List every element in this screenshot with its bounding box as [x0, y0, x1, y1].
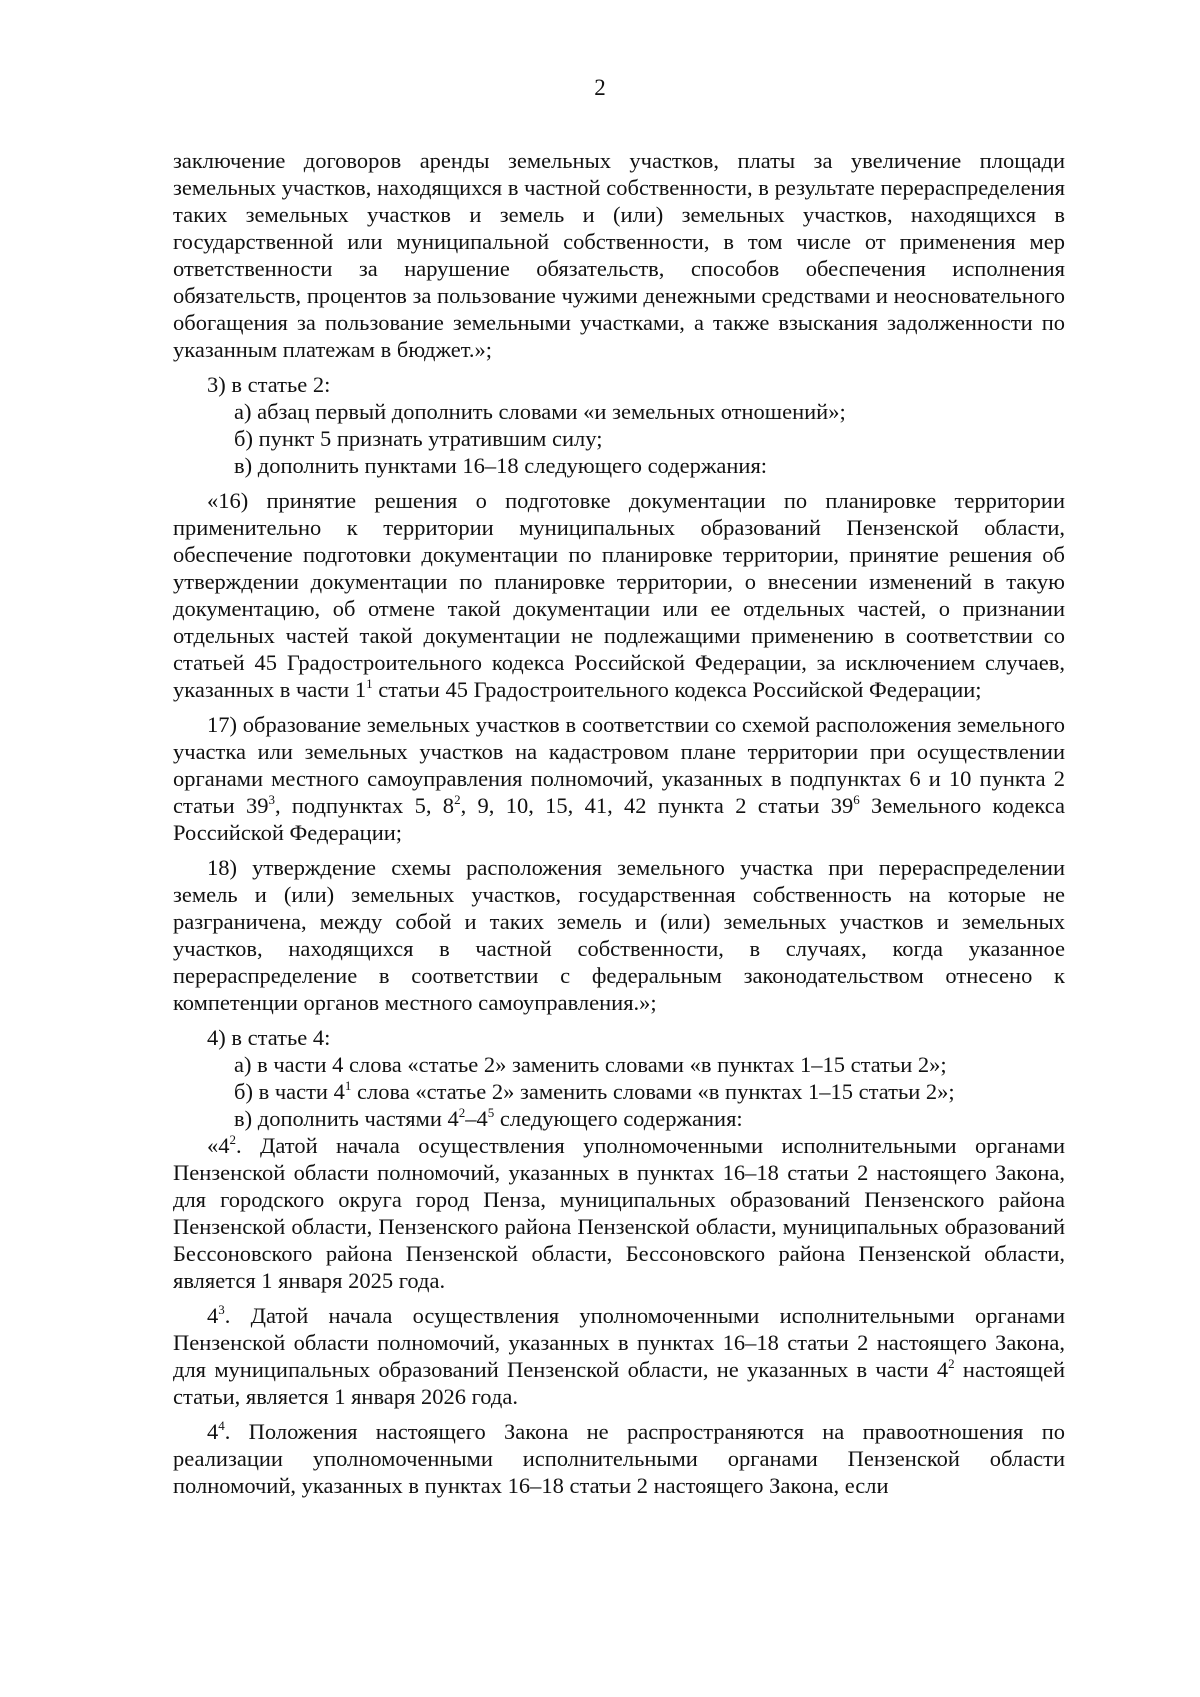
paragraph-item-18: 18) утверждение схемы расположения земельного участка при перераспределении земель и (или) земельных участков, государственная собственность на которые не разграничена, между собой и таких земель и (или) земельных участков и земельных участков, находящихся в частной собственности, в случаях, когда указанное перераспределение в соответствии с федеральным законодательством отнесено к компетенции органов местного самоуправления.»;: [173, 855, 1065, 1015]
paragraph-continuation: заключение договоров аренды земельных участков, платы за увеличение площади земельных участков, находящихся в частной собственности, в результате перераспределения таких земельных участков и земель и (или) земельных участков, находящихся в государственной или муниципальной собственности, в том числе от применения мер ответственности за нарушение обязательств, способов обеспечения исполнения обязательств, процентов за пользование чужими денежными средствами и неосновательного обогащения за пользование земельными участками, а также взыскания задолженности по указанным платежам в бюджет.»;: [173, 148, 1065, 362]
list-subitem-3b: б) пункт 5 признать утратившим силу;: [234, 426, 603, 451]
list-subitem-3a: а) абзац первый дополнить словами «и земельных отношений»;: [234, 399, 846, 424]
paragraph-part-4-3: $4^3$. Датой начала осуществления уполномоченными исполнительными органами Пензенской области полномочий, указанных в пунктах 16–18 статьи 2 настоящего Закона, для муниципальных образований Пензенской области, не указанных в части $4^2$ настоящей статьи, является 1 января 2026 года.: [173, 1301, 1065, 1409]
paragraph-item-16: «16) принятие решения о подготовке документации по планировке территории применительно к территории муниципальных образований Пензенской области, обеспечение подготовки документации по планировке территории, принятие решения об утверждении документации по планировке территории, о внесении изменений в такую документацию, об отмене такой документации или ее отдельных частей, о признании отдельных частей такой документации не подлежащими применению в соответствии со статьей 45 Градостроительного кодекса Российской Федерации, за исключением случаев, указанных в части $1^1$ статьи 45 Градостроительного кодекса Российской Федерации;: [173, 488, 1065, 702]
list-subitem-3c: в) дополнить пунктами 16–18 следующего содержания:: [234, 453, 768, 478]
list-subitem-4b: б) в части $4^1$ слова «статье 2» заменить словами «в пунктах 1–15 статьи 2»;: [234, 1077, 955, 1104]
paragraph-part-4-4: $4^4$. Положения настоящего Закона не распространяются на правоотношения по реализации уполномоченными исполнительными органами Пензенской области полномочий, указанных в пунктах 16–18 статьи 2 настоящего Закона, если: [173, 1417, 1065, 1498]
list-item-3: 3) в статье 2:: [207, 372, 331, 397]
page-number: 2: [594, 75, 606, 100]
document-body: [173, 147, 1065, 1499]
list-subitem-4a: а) в части 4 слова «статье 2» заменить словами «в пунктах 1–15 статьи 2»;: [234, 1052, 947, 1077]
list-subitem-4c: в) дополнить частями $4^2-4^5$ следующего содержания:: [234, 1104, 743, 1131]
paragraph-part-4-2: «$4^2$. Датой начала осуществления уполномоченными исполнительными органами Пензенской области полномочий, указанных в пунктах 16–18 статьи 2 настоящего Закона, для городского округа город Пенза, муниципальных образований Пензенского района Пензенской области, Пензенского района Пензенской области, муниципальных образований Бессоновского района Пензенской области, Бессоновского района Пензенской области, является 1 января 2025 года.: [173, 1131, 1065, 1293]
paragraph-item-17: 17) образование земельных участков в соответствии со схемой расположения земельного участка или земельных участков на кадастровом плане территории при осуществлении органами местного самоуправления полномочий, указанных в подпунктах 6 и 10 пункта 2 статьи $39^3$, подпунктах 5, $8^2$, 9, 10, 15, 41, 42 пункта 2 статьи $39^6$ Земельного кодекса Российской Федерации;: [173, 712, 1065, 845]
list-item-4: 4) в статье 4:: [207, 1025, 331, 1050]
